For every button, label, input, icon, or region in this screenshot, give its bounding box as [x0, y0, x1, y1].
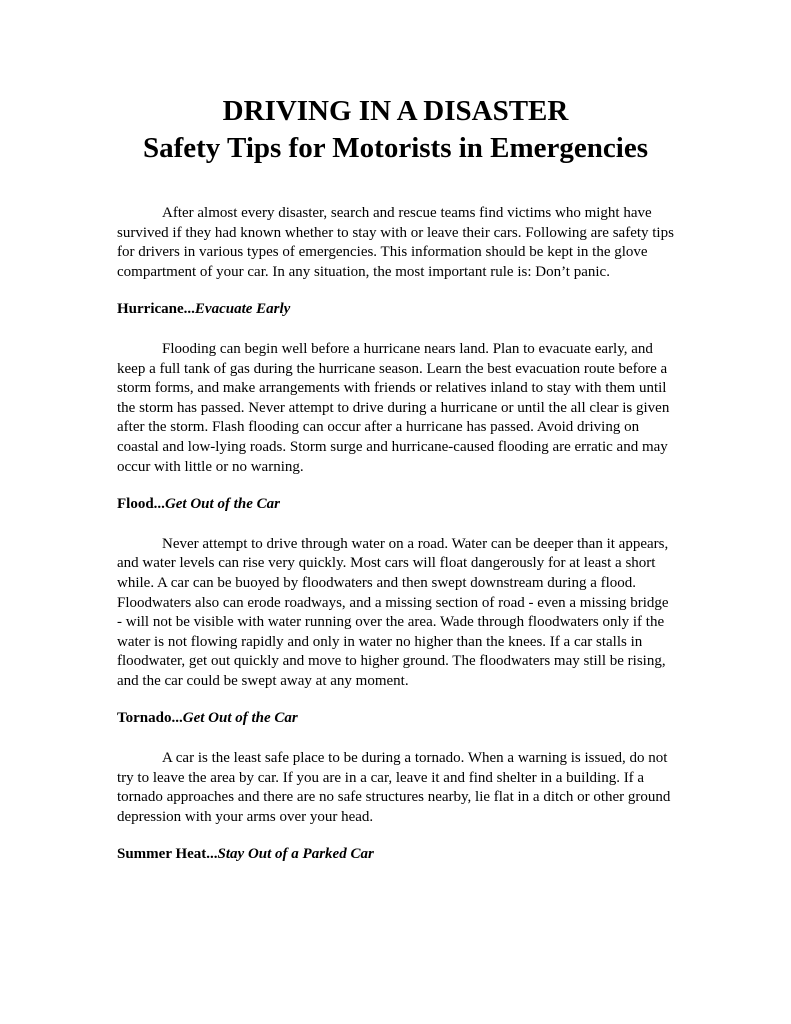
- section-heading-label: Flood...: [117, 496, 165, 513]
- section-subheading: Get Out of the Car: [182, 710, 298, 727]
- intro-paragraph: After almost every disaster, search and rescue teams find victims who might have survived if they had known whether to stay with or leave their cars. Following are safety tips for drivers in various types of emergencies. This information should be kept in the glove compartment of your car. In any situation, the most important rule is: Don’t panic.: [117, 205, 674, 280]
- section-heading-hurricane: [117, 300, 677, 320]
- section-heading-label: Hurricane...: [117, 301, 195, 318]
- section-heading-label: Tornado...: [117, 710, 183, 727]
- section-heading-summer-heat: [117, 845, 677, 865]
- title-subtitle: Safety Tips for Motorists in Emergencies: [142, 132, 649, 164]
- section-paragraph-hurricane: Flooding can begin well before a hurricane nears land. Plan to evacuate early, and keep a full tank of gas during the hurricane season. Learn the best evacuation route before a storm forms, and make arrangements with friends or relatives inland to stay with them until the storm has passed. Never attempt to drive during a hurricane or until the all clear is given after the storm. Flash flooding can occur after a hurricane has passed. Avoid driving on coastal and low-lying roads. Storm surge and hurricane-caused flooding are erratic and may occur with little or no warning.: [117, 340, 670, 475]
- section-subheading: Stay Out of a Parked Car: [217, 846, 374, 863]
- section-paragraph-flood: Never attempt to drive through water on a road. Water can be deeper than it appears, and water levels can rise very quickly. Most cars will float dangerously for at least a short while. A car can be buoyed by floodwaters and then swept downstream during a flood. Floodwaters also can erode roadways, and a missing section of road - even a missing bridge - will not be visible with water running over the area. Wade through floodwaters only if the water is not flowing rapidly and only in water no higher than the knees. If a car stalls in floodwater, get out quickly and move to higher ground. The floodwaters may still be rising, and the car could be swept away at any moment.: [117, 535, 669, 689]
- section-heading-tornado: [117, 709, 677, 729]
- section-paragraph-tornado: A car is the least safe place to be during a tornado. When a warning is issued, do not try to leave the area by car. If you are in a car, leave it and find shelter in a building. If a tornado approaches and there are no safe structures nearby, lie flat in a ditch or other ground depression with your arms over your head.: [117, 750, 671, 825]
- section-heading-label: Summer Heat...: [117, 846, 218, 863]
- section-heading-flood: [117, 495, 677, 515]
- document-body: [117, 204, 677, 865]
- document-title: [0, 93, 791, 167]
- section-subheading: Get Out of the Car: [164, 496, 280, 513]
- section-subheading: Evacuate Early: [194, 301, 291, 318]
- title-main: DRIVING IN A DISASTER: [222, 95, 569, 127]
